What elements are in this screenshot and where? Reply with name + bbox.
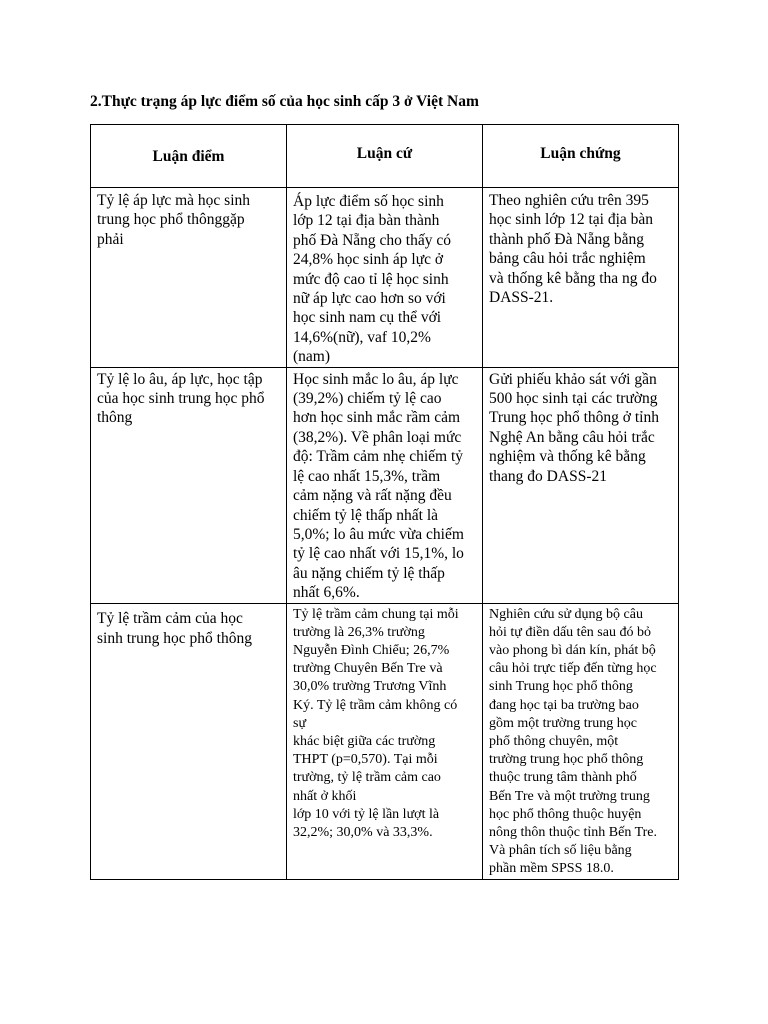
luan-diem-cell: Tỷ lệ trầm cảm của học sinh trung học phổ thông: [91, 603, 287, 879]
header-luan-chung: Luận chứng: [483, 125, 679, 188]
luan-diem-cell: Tỷ lệ lo âu, áp lực, học tập của học sinh trung học phổ thông: [91, 367, 287, 603]
luan-diem-cell: Tỷ lệ áp lực mà học sinh trung học phổ thônggặp phải: [91, 188, 287, 368]
argument-table: [90, 124, 679, 880]
luan-cu-cell: Tỷ lệ trầm cảm chung tại mỗi trường là 26,3% trường Nguyễn Đình Chiểu; 26,7% trường Chuyên Bến Tre và 30,0% trường Trương Vĩnh Ký. Tỷ lệ trầm cảm không có sự khác biệt giữa các trường THPT (p=0,570). Tại mỗi trường, tỷ lệ trầm cảm cao nhất ở khối lớp 10 với tỷ lệ lần lượt là 32,2%; 30,0% và 33,3%.: [287, 603, 483, 879]
header-luan-cu: Luận cứ: [287, 125, 483, 188]
table-header-row: [91, 125, 679, 188]
luan-cu-cell: Áp lực điểm số học sinh lớp 12 tại địa bàn thành phố Đà Nẵng cho thấy có 24,8% học sinh áp lực ở mức độ cao tỉ lệ học sinh nữ áp lực cao hơn so với học sinh nam cụ thể với 14,6%(nữ), vaf 10,2% (nam): [287, 188, 483, 368]
luan-cu-cell: Học sinh mắc lo âu, áp lực (39,2%) chiếm tỷ lệ cao hơn học sinh mắc rầm cảm (38,2%). Về phân loại mức độ: Trầm cảm nhẹ chiếm tỷ lệ cao nhất 15,3%, trầm cảm nặng và rất nặng đều chiếm tỷ lệ thấp nhất là 5,0%; lo âu mức vừa chiếm tỷ lệ cao nhất với 15,1%, lo âu nặng chiếm tỷ lệ thấp nhất 6,6%.: [287, 367, 483, 603]
header-luan-diem: Luận điểm: [91, 125, 287, 188]
table-row: [91, 603, 679, 879]
luan-chung-cell: Gửi phiếu khảo sát với gần 500 học sinh tại các trường Trung học phổ thông ở tỉnh Nghệ An bằng câu hỏi trắc nghiệm và thống kê bằng thang đo DASS-21: [483, 367, 679, 603]
luan-chung-cell: Theo nghiên cứu trên 395 học sinh lớp 12 tại địa bàn thành phố Đà Nẵng bằng bảng câu hỏi trắc nghiệm và thống kê bằng tha ng đo DASS-21.: [483, 188, 679, 368]
table-row: [91, 188, 679, 368]
luan-chung-cell: Nghiên cứu sử dụng bộ câu hỏi tự điền dấu tên sau đó bỏ vào phong bì dán kín, phát bộ câu hỏi trực tiếp đến từng học sinh Trung học phổ thông đang học tại ba trường bao gồm một trường trung học phổ thông chuyên, một trường trung học phổ thông thuộc trung tâm thành phố Bến Tre và một trường trung học phổ thông thuộc huyện nông thôn thuộc tỉnh Bến Tre. Và phân tích số liệu bằng phần mềm SPSS 18.0.: [483, 603, 679, 879]
table-row: [91, 367, 679, 603]
page-title: 2.Thực trạng áp lực điểm số của học sinh cấp 3 ở Việt Nam: [90, 93, 479, 110]
